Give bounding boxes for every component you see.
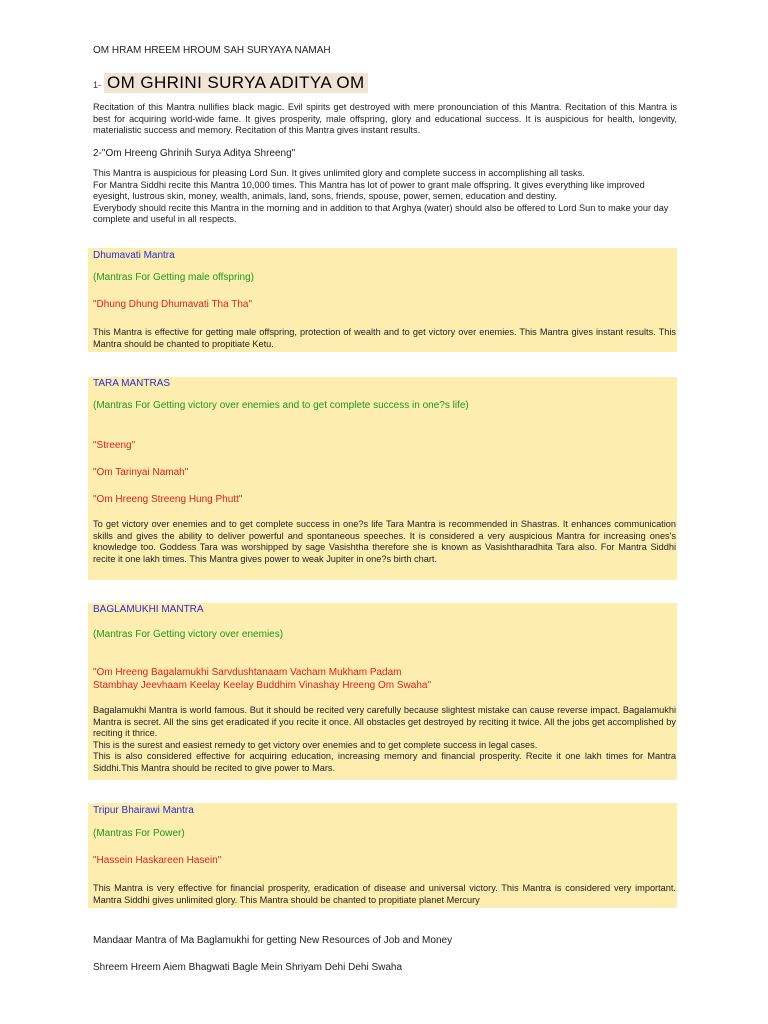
section-chant: "Om Hreeng Streeng Hung Phutt"	[93, 494, 243, 505]
mantra1-description: Recitation of this Mantra nullifies black magic. Evil spirits get destroyed with mere pronounciation of this Mantra. Recitation of this Mantra is best for acquiring world-wide fame. It gives prosperity, male offspring, glory and educational success. It is auspicious for health, longevity, materialistic success and memory. Recitation of this Mantra gives instant results.	[93, 102, 677, 135]
footer-line-2: Shreem Hreem Aiem Bhagwati Bagle Mein Shriyam Dehi Dehi Swaha	[93, 962, 403, 973]
section-purpose: (Mantras For Getting victory over enemies and to get complete success in one?s life)	[93, 400, 469, 411]
footer-line-1: Mandaar Mantra of Ma Baglamukhi for getting New Resources of Job and Money	[93, 935, 453, 946]
section-body-line: This is also considered effective for acquiring education, increasing memory and financial prosperity. Recite it one lakh times for Mantra Siddhi.This Mantra should be recited to give power to Mars.	[93, 751, 676, 773]
section-chant: "Streeng"	[93, 440, 136, 451]
section-tara	[88, 377, 677, 580]
section-body-line: This is the surest and easiest remedy to get victory over enemies and to get complete success in legal cases.	[93, 739, 538, 750]
mantra2-title: 2-"Om Hreeng Ghrinih Surya Aditya Shreeng"	[93, 148, 296, 159]
section-chant: "Dhung Dhung Dhumavati Tha Tha"	[93, 299, 253, 310]
section-chant: "Om Tarinyai Namah"	[93, 467, 189, 478]
section-chant: "Hassein Haskareen Hasein"	[93, 855, 222, 866]
section-dhumavati	[88, 248, 677, 352]
section-body	[93, 705, 676, 774]
section-heading: BAGLAMUKHI MANTRA	[93, 604, 204, 615]
section-heading: Tripur Bhairawi Mantra	[93, 805, 194, 816]
section-chant: Stambhay Jeevhaam Keelay Keelay Buddhim Vinashay Hreeng Om Swaha"	[93, 680, 431, 691]
section-tripur-bhairawi	[88, 803, 677, 908]
mantra2-description-line: For Mantra Siddhi recite this Mantra 10,000 times. This Mantra has lot of power to grant male offspring. It gives everything like improved eyesight, lustrous skin, money, wealth, animals, land, sons, friends, spouse, power, semen, education and destiny.	[93, 179, 645, 201]
section-body: To get victory over enemies and to get complete success in one?s life Tara Mantra is recommended in Shastras. It enhances communication skills and gives the ability to deliver powerful and spontaneous speeches. It is considered a very auspicious Mantra for increasing ones's knowledge too. Goddess Tara was worshipped by sage Vasishtha therefore she is known as Vasishtharadhita Tara also. For Mantra Siddhi recite it one lakh times. This Mantra gives power to weak Jupiter in one?s birth chart.	[93, 519, 676, 564]
section-purpose: (Mantras For Getting male offspring)	[93, 272, 254, 283]
mantra2-description	[93, 168, 677, 226]
section-heading: Dhumavati Mantra	[93, 250, 175, 261]
mantra2-description-line: This Mantra is auspicious for pleasing Lord Sun. It gives unlimited glory and complete success in accomplishing all tasks.	[93, 168, 585, 178]
section-purpose: (Mantras For Power)	[93, 828, 185, 839]
mantra1-heading	[93, 73, 368, 93]
section-body: This Mantra is effective for getting male offspring, protection of wealth and to get victory over enemies. This Mantra gives instant results. This Mantra should be chanted to propitiate Ketu.	[93, 327, 676, 349]
section-purpose: (Mantras For Getting victory over enemies)	[93, 629, 284, 640]
mantra1-title: OM GHRINI SURYA ADITYA OM	[104, 73, 368, 93]
section-body: This Mantra is very effective for financial prosperity, eradication of disease and universal victory. This Mantra is considered very important. Mantra Siddhi gives unlimited glory. This Mantra should be chanted to propitiate planet Mercury	[93, 883, 676, 905]
section-heading: TARA MANTRAS	[93, 378, 171, 389]
mantra2-description-line: Everybody should recite this Mantra in the morning and in addition to that Arghya (water) should also be offered to Lord Sun to make your day complete and useful in all respects.	[93, 202, 669, 224]
section-chant: "Om Hreeng Bagalamukhi Sarvdushtanaam Vacham Mukham Padam	[93, 667, 402, 678]
header-line: OM HRAM HREEM HROUM SAH SURYAYA NAMAH	[93, 45, 331, 56]
section-body-line: Bagalamukhi Mantra is world famous. But it should be recited very carefully because slightest mistake can cause reverse impact. Bagalamukhi Mantra is secret. All the sins get eradicated if you recite it once. All obstacles get destroyed by reciting it twice. All the jobs get accomplished by reciting it thrice.	[93, 705, 676, 738]
section-baglamukhi	[88, 603, 677, 780]
mantra1-number: 1-	[93, 80, 102, 90]
